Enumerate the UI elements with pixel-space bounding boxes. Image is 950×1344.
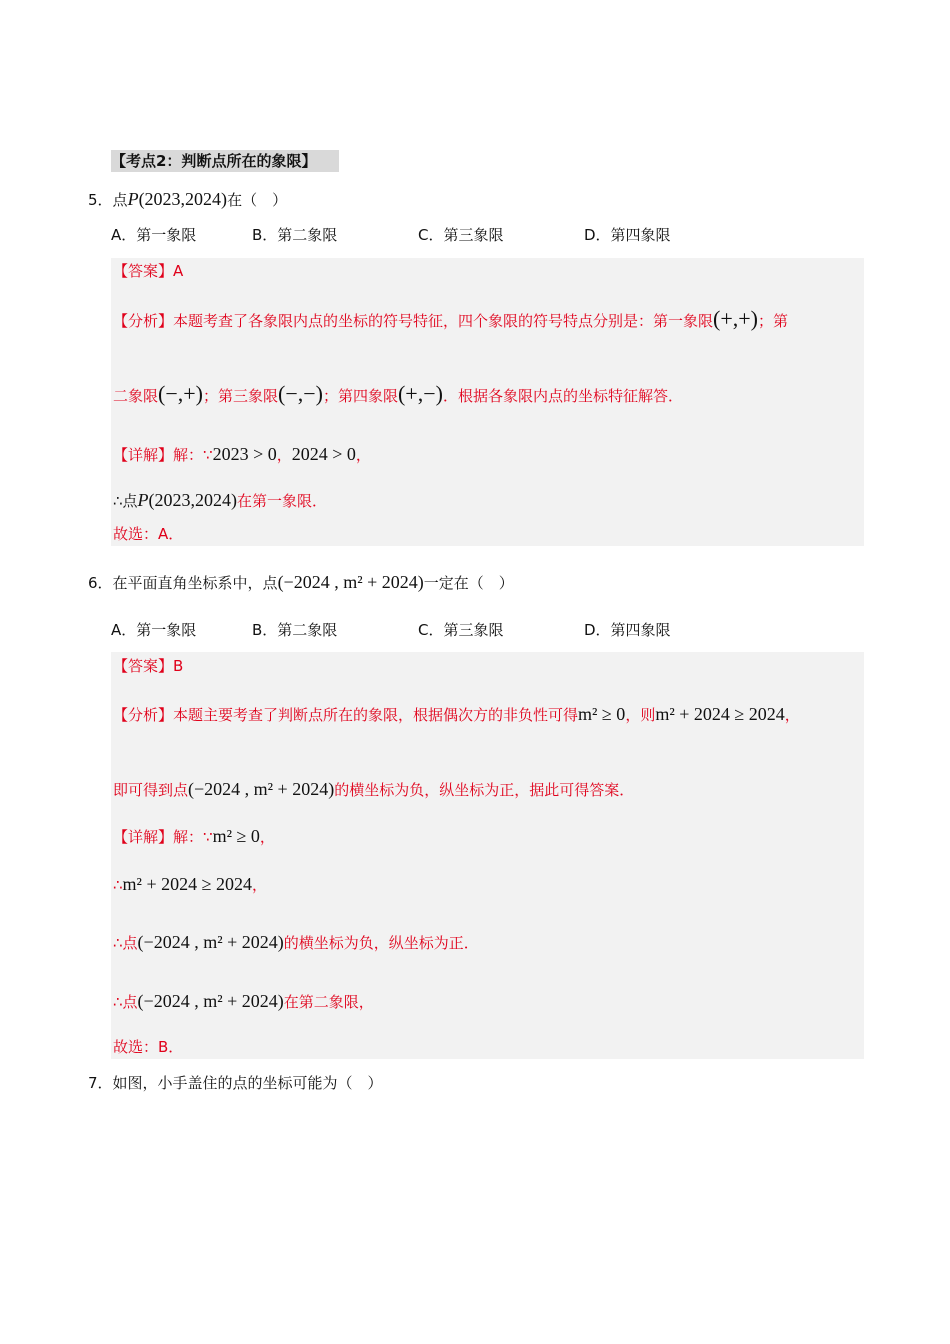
detail-line-4: ∴点(−2024 , m² + 2024)在第二象限，: [113, 991, 374, 1011]
question-number: 6．: [88, 574, 113, 592]
analysis-line-1: 【分析】本题考查了各象限内点的坐标的符号特征，四个象限的符号特点分别是：第一象限(+,+)；第: [113, 306, 789, 331]
question-5: 5．点P(2023,2024)在（ ）: [88, 189, 288, 209]
detail-line-2: ∴点P(2023,2024)在第一象限．: [113, 490, 328, 510]
answer: 【答案】B: [113, 657, 184, 675]
choice: 故选：A．: [113, 525, 184, 543]
option-d: D．第四象限: [584, 226, 671, 244]
section-title: 【考点2：判断点所在的象限】: [111, 150, 339, 172]
solution-panel-q5: [111, 258, 864, 546]
detail-line-2: ∴m² + 2024 ≥ 2024，: [113, 874, 267, 894]
analysis-line-1: 【分析】本题主要考查了判断点所在的象限，根据偶次方的非负性可得m² ≥ 0，则m² + 2024 ≥ 2024，: [113, 704, 800, 724]
question-number: 5．: [88, 191, 113, 209]
detail-line-1: 【详解】解：∵2023 > 0，2024 > 0，: [113, 444, 371, 464]
question-7: 7．如图，小手盖住的点的坐标可能为（ ）: [88, 1074, 383, 1092]
choice: 故选：B．: [113, 1038, 184, 1056]
option-c: C．第三象限: [418, 621, 504, 639]
question-number: 7．: [88, 1074, 113, 1092]
option-c: C．第三象限: [418, 226, 504, 244]
option-b: B．第二象限: [252, 621, 338, 639]
detail-line-3: ∴点(−2024 , m² + 2024)的横坐标为负，纵坐标为正．: [113, 932, 479, 952]
analysis-line-2: 二象限(−,+)；第三象限(−,−)；第四象限(+,−)．根据各象限内点的坐标特征解答．: [113, 381, 683, 406]
detail-line-1: 【详解】解：∵m² ≥ 0，: [113, 826, 275, 846]
question-6: 6．在平面直角坐标系中，点(−2024 , m² + 2024)一定在（ ）: [88, 572, 514, 592]
option-a: A．第一象限: [111, 226, 197, 244]
solution-panel-q6: [111, 652, 864, 1059]
answer: 【答案】A: [113, 262, 184, 280]
analysis-line-2: 即可得到点(−2024 , m² + 2024)的横坐标为负，纵坐标为正，据此可得答案．: [113, 779, 635, 799]
option-b: B．第二象限: [252, 226, 338, 244]
option-a: A．第一象限: [111, 621, 197, 639]
option-d: D．第四象限: [584, 621, 671, 639]
